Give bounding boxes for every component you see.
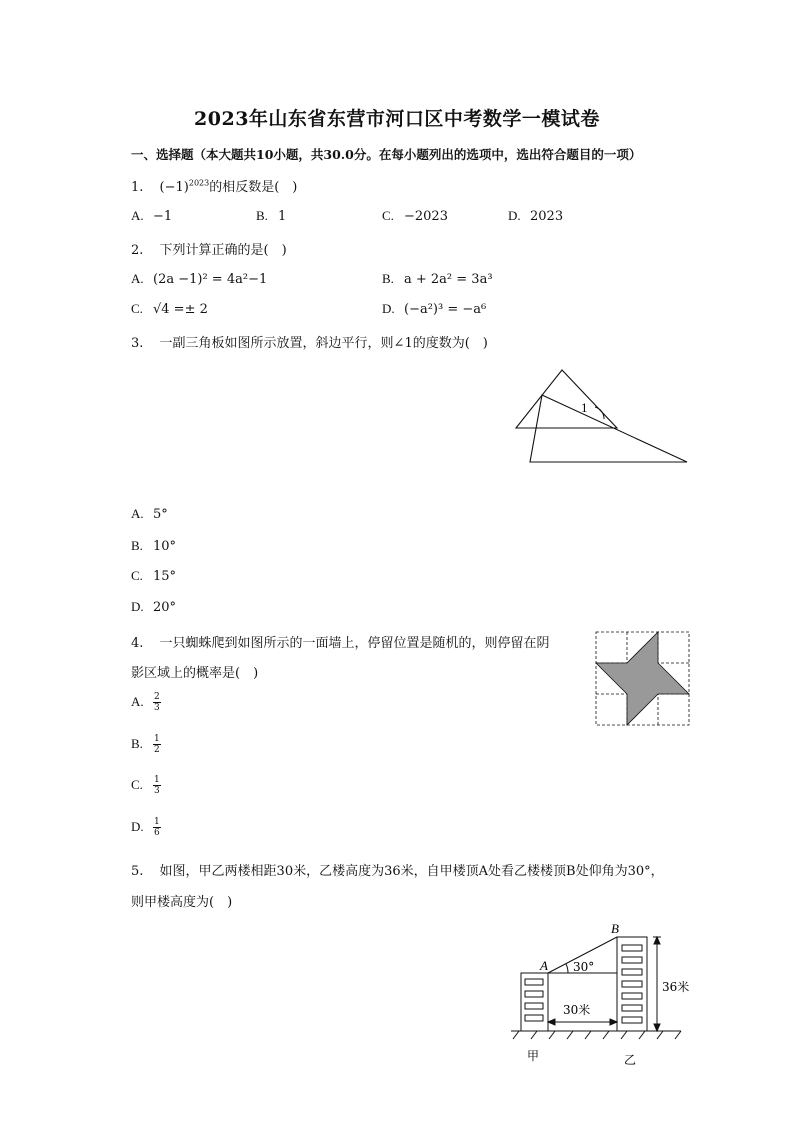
building-yi-label: 乙: [624, 1053, 637, 1067]
fraction: $\frac{1}{2}$: [154, 734, 160, 755]
q2-option-a[interactable]: A. (2a −1)² = 4a²−1: [131, 271, 268, 287]
q2-text: 下列计算正确的是( ): [159, 243, 287, 258]
building-jia-windows: [525, 979, 543, 1021]
q1-base: (−1): [159, 180, 189, 195]
height-label: 36米: [662, 980, 690, 994]
angle-arc: [566, 964, 568, 973]
arrow-head-left: [548, 1019, 555, 1025]
q3-triangle-figure: [505, 362, 705, 472]
question-number: 4.: [131, 636, 144, 651]
q4-option-d[interactable]: D. $\frac{1}{6}$: [131, 817, 160, 838]
q1-exponent: 2023: [188, 178, 210, 188]
q5-buildings-figure: [505, 918, 705, 1068]
q2-option-c[interactable]: C. √4 =± 2: [131, 301, 208, 317]
q4-option-b[interactable]: B. $\frac{1}{2}$: [131, 734, 160, 755]
q1-option-a[interactable]: A. −1: [131, 208, 173, 224]
arrow-head-right: [610, 1019, 617, 1025]
q4-option-c[interactable]: C. $\frac{1}{3}$: [131, 775, 160, 796]
ground-hatching: [513, 1031, 681, 1039]
shaded-pinwheel: [596, 632, 689, 725]
section-heading: 一、选择题（本大题共10小题，共30.0分。在每小题列出的选项中，选出符合题目的一项）: [131, 147, 642, 162]
arrow-head-down: [654, 1024, 660, 1031]
building-yi-windows: [622, 945, 642, 1023]
exam-title: 2023年山东省东营市河口区中考数学一模试卷: [194, 108, 600, 130]
angle-label-1: 1: [581, 400, 588, 415]
question-number: 1.: [131, 180, 144, 195]
angle-label: 30°: [573, 960, 595, 974]
question-4: [131, 632, 550, 651]
building-jia-label: 甲: [527, 1049, 540, 1063]
question-2: [131, 239, 287, 258]
q5-text-line2: 则甲楼高度为( ): [131, 895, 233, 910]
q3-text: 一副三角板如图所示放置，斜边平行，则∠1的度数为( ): [159, 336, 488, 351]
angle-arc: [595, 407, 604, 419]
fraction: $\frac{1}{3}$: [154, 775, 160, 796]
fraction: $\frac{2}{3}$: [154, 692, 160, 713]
q2-option-b[interactable]: B. a + 2a² = 3a³: [382, 271, 493, 287]
q4-text-line2: 影区域上的概率是( ): [131, 666, 259, 681]
point-b-label: B: [611, 921, 619, 936]
point-a-label: A: [540, 958, 548, 973]
q3-option-a[interactable]: A. 5°: [131, 506, 168, 522]
question-5: [131, 860, 664, 879]
q2-option-d[interactable]: D. (−a²)³ = −a⁶: [382, 301, 487, 317]
question-1: [131, 176, 297, 195]
q1-option-c[interactable]: C. −2023: [382, 208, 448, 224]
fraction: $\frac{1}{6}$: [154, 817, 160, 838]
question-number: 3.: [131, 336, 144, 351]
set-square-triangle-small: [516, 370, 617, 428]
q1-option-b[interactable]: B. 1: [256, 208, 287, 224]
distance-label: 30米: [563, 1003, 591, 1017]
arrow-head-up: [654, 937, 660, 944]
question-number: 2.: [131, 243, 144, 258]
q3-option-d[interactable]: D. 20°: [131, 599, 177, 615]
q3-option-c[interactable]: C. 15°: [131, 568, 177, 584]
q4-option-a[interactable]: A. $\frac{2}{3}$: [131, 692, 160, 713]
question-3: [131, 332, 488, 351]
q3-option-b[interactable]: B. 10°: [131, 538, 177, 554]
q1-text: 的相反数是( ): [209, 180, 298, 195]
q4-grid-figure: [594, 630, 694, 730]
q4-text-line1: 一只蜘蛛爬到如图所示的一面墙上，停留位置是随机的，则停留在阴: [159, 636, 550, 651]
q1-option-d[interactable]: D. 2023: [508, 208, 564, 224]
question-number: 5.: [131, 864, 144, 879]
q5-text-line1: 如图，甲乙两楼相距30米，乙楼高度为36米，自甲楼顶A处看乙楼楼顶B处仰角为30°，: [159, 864, 664, 879]
